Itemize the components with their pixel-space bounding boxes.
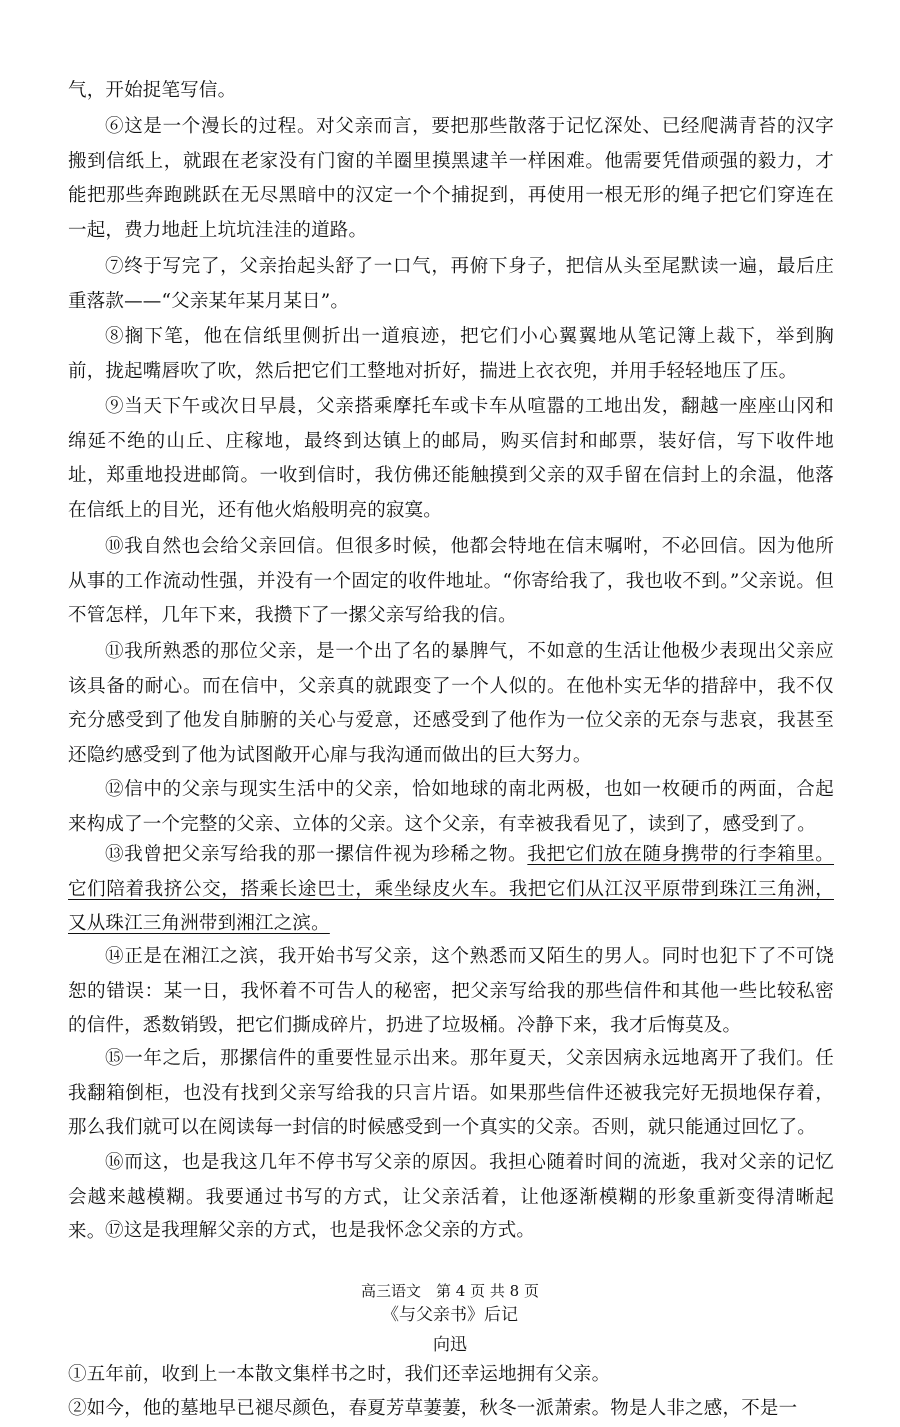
- paragraph-16: ⑯而这，也是我这几年不停书写父亲的原因。我担心随着时间的流逝，我对父亲的记忆会越来越模糊。我要通过书写的方式，让父亲活着，让他逐渐模糊的形象重新变得清晰起来。: [68, 1152, 834, 1242]
- paragraph-continuation: 气，开始捉笔写信。: [68, 80, 237, 101]
- paragraph-10: ⑩我自然也会给父亲回信。但很多时候，他都会特地在信末嘱咐，不必回信。因为他所从事的工作流动性强，并没有一个固定的收件地址。“你寄给我了，我也收不到。”父亲说。但不管怎样，几年下来，我攒下了一摞父亲写给我的信。: [68, 536, 834, 626]
- paragraph-13: [68, 838, 834, 942]
- paragraph-15: ⑮一年之后，那摞信件的重要性显示出来。那年夏天，父亲因病永远地离开了我们。任我翻箱倒柜，也没有找到父亲写给我的只言片语。如果那些信件还被我完好无损地保存着，那么我们就可以在阅读每一封信的时候感受到一个真实的父亲。否则，就只能通过回忆了。: [68, 1048, 834, 1138]
- paragraph-14: ⑭正是在湘江之滨，我开始书写父亲，这个熟悉而又陌生的男人。同时也犯下了不可饶恕的错误：某一日，我怀着不可告人的秘密，把父亲写给我的那些信件和其他一些比较私密的信件，悉数销毁，把它们撕成碎片，扔进了垃圾桶。冷静下来，我才后悔莫及。: [68, 946, 834, 1036]
- paragraph-13-text: ⑬我曾把父亲写给我的那一摞信件视为珍稀之物。: [105, 844, 528, 865]
- article-paragraph-2: ②如今，他的墓地早已褪尽颜色，春夏芳草萋萋，秋冬一派萧索。物是人非之感，不是一: [68, 1398, 798, 1419]
- paragraph-6: ⑥这是一个漫长的过程。对父亲而言，要把那些散落于记忆深处、已经爬满青苔的汉字搬到信纸上，就跟在老家没有门窗的羊圈里摸黑逮羊一样困难。他需要凭借顽强的毅力，才能把那些奔跑跳跃在无尽黑暗中的汉定一个个捕捉到，再使用一根无形的绳子把它们穿连在一起，费力地赶上坑坑洼洼的道路。: [68, 116, 834, 241]
- article-title: 《与父亲书》后记: [382, 1305, 518, 1325]
- paragraph-12: ⑫信中的父亲与现实生活中的父亲，恰如地球的南北两极，也如一枚硬币的两面，合起来构成了一个完整的父亲、立体的父亲。这个父亲，有幸被我看见了，读到了，感受到了。: [68, 779, 834, 835]
- article-author: 向迅: [433, 1335, 467, 1355]
- paragraph-7: ⑦终于写完了，父亲抬起头舒了一口气，再俯下身子，把信从头至尾默读一遍，最后庄重落款——“父亲某年某月某日”。: [68, 256, 834, 312]
- underlined-sentence: 我把它们放在随身携带的行李箱里。它们陪着我挤公交，搭乘长途巴士，乘坐绿皮火车。我把它们从江汉平原带到珠江三角洲，又从珠江三角洲带到湘江之滨。: [68, 844, 835, 934]
- page-footer: 高三语文 第 4 页 共 8 页: [361, 1282, 539, 1300]
- paragraph-11: ⑪我所熟悉的那位父亲，是一个出了名的暴脾气，不如意的生活让他极少表现出父亲应该具备的耐心。而在信中，父亲真的就跟变了一个人似的。在他朴实无华的措辞中，我不仅充分感受到了他发自肺腑的关心与爱意，还感受到了他作为一位父亲的无奈与悲哀，我甚至还隐约感受到了他为试图敞开心扉与我沟通而做出的巨大努力。: [68, 641, 834, 766]
- paragraph-8: ⑧搁下笔，他在信纸里侧折出一道痕迹，把它们小心翼翼地从笔记簿上裁下，举到胸前，拢起嘴唇吹了吹，然后把它们工整地对折好，揣进上衣衣兜，并用手轻轻地压了压。: [68, 326, 834, 382]
- paragraph-17: ⑰这是我理解父亲的方式，也是我怀念父亲的方式。: [105, 1220, 536, 1241]
- paragraph-9: ⑨当天下午或次日早晨，父亲搭乘摩托车或卡车从喧嚣的工地出发，翻越一座座山冈和绵延不绝的山丘、庄稼地，最终到达镇上的邮局，购买信封和邮票，装好信，写下收件地址，郑重地投进邮筒。一收到信时，我仿佛还能触摸到父亲的双手留在信封上的余温，他落在信纸上的目光，还有他火焰般明亮的寂寞。: [68, 396, 834, 521]
- article-paragraph-1: ①五年前，收到上一本散文集样书之时，我们还幸运地拥有父亲。: [68, 1364, 611, 1385]
